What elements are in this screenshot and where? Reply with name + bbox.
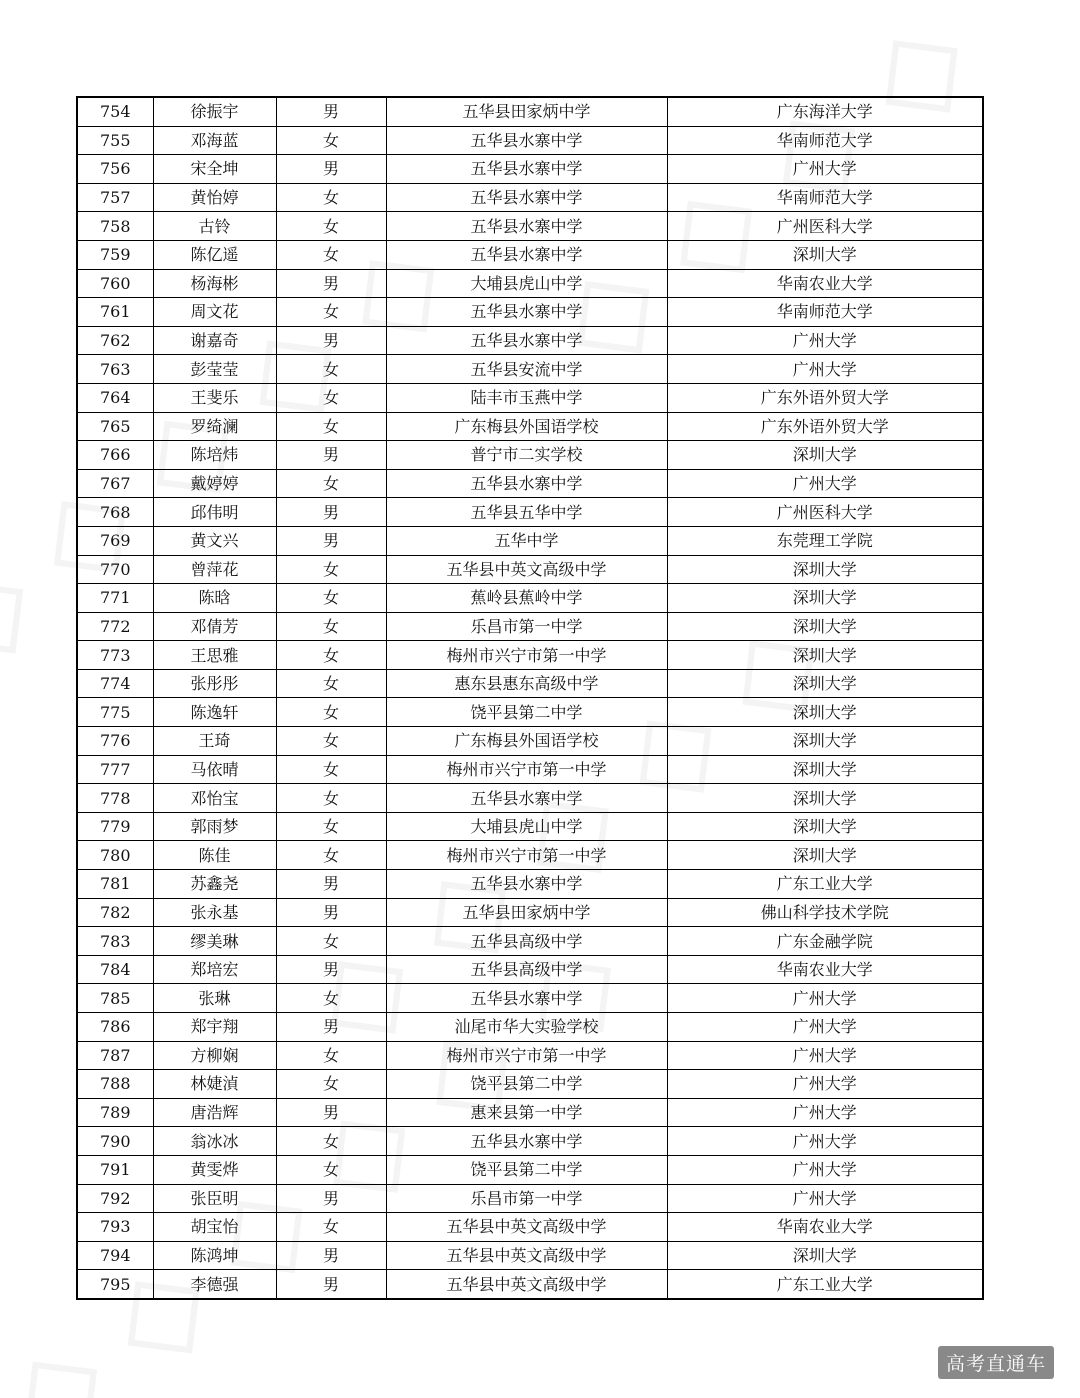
university-cell: 广州医科大学 (667, 498, 983, 527)
gender-cell: 男 (276, 1270, 386, 1299)
table-row (77, 1013, 983, 1042)
row-number-cell: 772 (77, 612, 153, 641)
high-school-cell: 五华县中英文高级中学 (386, 1241, 667, 1270)
table-row (77, 498, 983, 527)
student-name-cell: 古铃 (153, 212, 276, 241)
student-name-cell: 方柳娴 (153, 1041, 276, 1070)
university-cell: 深圳大学 (667, 1241, 983, 1270)
gender-cell: 女 (276, 555, 386, 584)
table-row (77, 155, 983, 184)
university-cell: 华南农业大学 (667, 269, 983, 298)
student-name-cell: 黄怡婷 (153, 183, 276, 212)
student-name-cell: 邱伟明 (153, 498, 276, 527)
row-number-cell: 780 (77, 841, 153, 870)
high-school-cell: 蕉岭县蕉岭中学 (386, 584, 667, 613)
student-name-cell: 黄雯烨 (153, 1155, 276, 1184)
student-name-cell: 邓海蓝 (153, 126, 276, 155)
high-school-cell: 五华中学 (386, 526, 667, 555)
high-school-cell: 五华县水寨中学 (386, 126, 667, 155)
gender-cell: 女 (276, 1127, 386, 1156)
university-cell: 广州医科大学 (667, 212, 983, 241)
student-name-cell: 张彤彤 (153, 669, 276, 698)
high-school-cell: 五华县水寨中学 (386, 326, 667, 355)
row-number-cell: 761 (77, 298, 153, 327)
student-name-cell: 张臣明 (153, 1184, 276, 1213)
table-row (77, 1241, 983, 1270)
student-name-cell: 郑培宏 (153, 955, 276, 984)
gender-cell: 女 (276, 1155, 386, 1184)
table-row (77, 212, 983, 241)
row-number-cell: 777 (77, 755, 153, 784)
row-number-cell: 773 (77, 641, 153, 670)
student-name-cell: 缪美琳 (153, 927, 276, 956)
student-name-cell: 翁冰冰 (153, 1127, 276, 1156)
gender-cell: 女 (276, 1213, 386, 1242)
student-name-cell: 谢嘉奇 (153, 326, 276, 355)
university-cell: 广东外语外贸大学 (667, 383, 983, 412)
row-number-cell: 764 (77, 383, 153, 412)
gender-cell: 女 (276, 727, 386, 756)
university-cell: 深圳大学 (667, 584, 983, 613)
university-cell: 华南师范大学 (667, 126, 983, 155)
university-cell: 广州大学 (667, 355, 983, 384)
row-number-cell: 759 (77, 240, 153, 269)
table-row (77, 812, 983, 841)
university-cell: 广州大学 (667, 326, 983, 355)
university-cell: 深圳大学 (667, 641, 983, 670)
university-cell: 广州大学 (667, 1041, 983, 1070)
table-row (77, 1041, 983, 1070)
table-row (77, 469, 983, 498)
gender-cell: 女 (276, 212, 386, 241)
high-school-cell: 五华县水寨中学 (386, 240, 667, 269)
gender-cell: 女 (276, 298, 386, 327)
university-cell: 广州大学 (667, 469, 983, 498)
row-number-cell: 789 (77, 1098, 153, 1127)
university-cell: 佛山科学技术学院 (667, 898, 983, 927)
gender-cell: 女 (276, 469, 386, 498)
student-name-cell: 张永基 (153, 898, 276, 927)
row-number-cell: 771 (77, 584, 153, 613)
row-number-cell: 770 (77, 555, 153, 584)
row-number-cell: 788 (77, 1070, 153, 1099)
table-row (77, 1270, 983, 1299)
high-school-cell: 五华县水寨中学 (386, 1127, 667, 1156)
university-cell: 深圳大学 (667, 812, 983, 841)
gender-cell: 女 (276, 412, 386, 441)
student-name-cell: 苏鑫尧 (153, 870, 276, 899)
high-school-cell: 饶平县第二中学 (386, 1070, 667, 1099)
gender-cell: 男 (276, 155, 386, 184)
student-name-cell: 曾萍花 (153, 555, 276, 584)
high-school-cell: 惠东县惠东高级中学 (386, 669, 667, 698)
gender-cell: 女 (276, 240, 386, 269)
table-row (77, 727, 983, 756)
high-school-cell: 五华县水寨中学 (386, 984, 667, 1013)
high-school-cell: 五华县水寨中学 (386, 469, 667, 498)
row-number-cell: 768 (77, 498, 153, 527)
student-name-cell: 陈晗 (153, 584, 276, 613)
gender-cell: 女 (276, 927, 386, 956)
row-number-cell: 767 (77, 469, 153, 498)
row-number-cell: 758 (77, 212, 153, 241)
university-cell: 广州大学 (667, 1070, 983, 1099)
high-school-cell: 五华县水寨中学 (386, 155, 667, 184)
admission-list-table (76, 96, 984, 1300)
row-number-cell: 779 (77, 812, 153, 841)
student-name-cell: 胡宝怡 (153, 1213, 276, 1242)
gender-cell: 女 (276, 984, 386, 1013)
table-row (77, 240, 983, 269)
table-row (77, 412, 983, 441)
table-row (77, 1184, 983, 1213)
row-number-cell: 766 (77, 441, 153, 470)
student-name-cell: 陈培炜 (153, 441, 276, 470)
table-row (77, 584, 983, 613)
university-cell: 华南师范大学 (667, 183, 983, 212)
gender-cell: 女 (276, 1041, 386, 1070)
table-row (77, 1213, 983, 1242)
gender-cell: 男 (276, 326, 386, 355)
gender-cell: 男 (276, 269, 386, 298)
table-row (77, 326, 983, 355)
student-name-cell: 张琳 (153, 984, 276, 1013)
gender-cell: 男 (276, 441, 386, 470)
university-cell: 广州大学 (667, 1013, 983, 1042)
student-name-cell: 李德强 (153, 1270, 276, 1299)
table-row (77, 755, 983, 784)
table-row (77, 698, 983, 727)
university-cell: 广州大学 (667, 1127, 983, 1156)
student-name-cell: 林婕湞 (153, 1070, 276, 1099)
high-school-cell: 梅州市兴宁市第一中学 (386, 755, 667, 784)
gender-cell: 女 (276, 812, 386, 841)
high-school-cell: 五华县水寨中学 (386, 183, 667, 212)
row-number-cell: 785 (77, 984, 153, 1013)
high-school-cell: 饶平县第二中学 (386, 1155, 667, 1184)
row-number-cell: 774 (77, 669, 153, 698)
university-cell: 华南农业大学 (667, 955, 983, 984)
student-name-cell: 彭莹莹 (153, 355, 276, 384)
high-school-cell: 乐昌市第一中学 (386, 1184, 667, 1213)
high-school-cell: 广东梅县外国语学校 (386, 412, 667, 441)
table-row (77, 355, 983, 384)
student-name-cell: 郑宇翔 (153, 1013, 276, 1042)
row-number-cell: 775 (77, 698, 153, 727)
row-number-cell: 782 (77, 898, 153, 927)
high-school-cell: 大埔县虎山中学 (386, 812, 667, 841)
high-school-cell: 五华县中英文高级中学 (386, 555, 667, 584)
row-number-cell: 781 (77, 870, 153, 899)
student-name-cell: 黄文兴 (153, 526, 276, 555)
high-school-cell: 陆丰市玉燕中学 (386, 383, 667, 412)
table-row (77, 441, 983, 470)
row-number-cell: 760 (77, 269, 153, 298)
student-name-cell: 马依晴 (153, 755, 276, 784)
table-row (77, 526, 983, 555)
gender-cell: 男 (276, 498, 386, 527)
university-cell: 广州大学 (667, 984, 983, 1013)
student-name-cell: 杨海彬 (153, 269, 276, 298)
row-number-cell: 776 (77, 727, 153, 756)
row-number-cell: 787 (77, 1041, 153, 1070)
gender-cell: 女 (276, 383, 386, 412)
student-name-cell: 邓怡宝 (153, 784, 276, 813)
gender-cell: 女 (276, 698, 386, 727)
student-name-cell: 周文花 (153, 298, 276, 327)
high-school-cell: 五华县水寨中学 (386, 870, 667, 899)
university-cell: 广州大学 (667, 1098, 983, 1127)
high-school-cell: 梅州市兴宁市第一中学 (386, 1041, 667, 1070)
university-cell: 深圳大学 (667, 612, 983, 641)
table-row (77, 870, 983, 899)
row-number-cell: 784 (77, 955, 153, 984)
university-cell: 深圳大学 (667, 841, 983, 870)
student-name-cell: 陈亿遥 (153, 240, 276, 269)
table-row (77, 1070, 983, 1099)
student-name-cell: 邓倩芳 (153, 612, 276, 641)
gender-cell: 女 (276, 126, 386, 155)
row-number-cell: 757 (77, 183, 153, 212)
gender-cell: 女 (276, 641, 386, 670)
gender-cell: 女 (276, 841, 386, 870)
high-school-cell: 惠来县第一中学 (386, 1098, 667, 1127)
gender-cell: 男 (276, 526, 386, 555)
gender-cell: 男 (276, 870, 386, 899)
gender-cell: 男 (276, 1098, 386, 1127)
gender-cell: 女 (276, 612, 386, 641)
university-cell: 深圳大学 (667, 441, 983, 470)
student-name-cell: 宋全坤 (153, 155, 276, 184)
gender-cell: 女 (276, 784, 386, 813)
high-school-cell: 大埔县虎山中学 (386, 269, 667, 298)
gender-cell: 男 (276, 1013, 386, 1042)
university-cell: 广东工业大学 (667, 1270, 983, 1299)
table-row (77, 555, 983, 584)
student-name-cell: 唐浩辉 (153, 1098, 276, 1127)
high-school-cell: 梅州市兴宁市第一中学 (386, 841, 667, 870)
row-number-cell: 783 (77, 927, 153, 956)
university-cell: 广东海洋大学 (667, 97, 983, 126)
high-school-cell: 五华县水寨中学 (386, 784, 667, 813)
table-row (77, 841, 983, 870)
row-number-cell: 763 (77, 355, 153, 384)
table-row (77, 641, 983, 670)
university-cell: 深圳大学 (667, 784, 983, 813)
gender-cell: 女 (276, 1070, 386, 1099)
student-name-cell: 王琦 (153, 727, 276, 756)
university-cell: 华南农业大学 (667, 1213, 983, 1242)
source-badge: 高考直通车 (938, 1346, 1054, 1379)
high-school-cell: 五华县五华中学 (386, 498, 667, 527)
university-cell: 广州大学 (667, 1155, 983, 1184)
table-row (77, 298, 983, 327)
university-cell: 深圳大学 (667, 669, 983, 698)
university-cell: 深圳大学 (667, 755, 983, 784)
gender-cell: 男 (276, 1184, 386, 1213)
table-row (77, 183, 983, 212)
student-name-cell: 陈鸿坤 (153, 1241, 276, 1270)
high-school-cell: 五华县高级中学 (386, 955, 667, 984)
row-number-cell: 778 (77, 784, 153, 813)
row-number-cell: 786 (77, 1013, 153, 1042)
table-row (77, 612, 983, 641)
university-cell: 华南师范大学 (667, 298, 983, 327)
gender-cell: 女 (276, 584, 386, 613)
gender-cell: 女 (276, 355, 386, 384)
table-row (77, 97, 983, 126)
table-row (77, 383, 983, 412)
student-name-cell: 陈佳 (153, 841, 276, 870)
student-name-cell: 郭雨梦 (153, 812, 276, 841)
student-name-cell: 戴婷婷 (153, 469, 276, 498)
high-school-cell: 五华县水寨中学 (386, 298, 667, 327)
table-row (77, 898, 983, 927)
gender-cell: 男 (276, 1241, 386, 1270)
university-cell: 深圳大学 (667, 698, 983, 727)
student-name-cell: 徐振宇 (153, 97, 276, 126)
university-cell: 深圳大学 (667, 555, 983, 584)
row-number-cell: 792 (77, 1184, 153, 1213)
university-cell: 广州大学 (667, 1184, 983, 1213)
student-name-cell: 陈逸轩 (153, 698, 276, 727)
gender-cell: 女 (276, 183, 386, 212)
student-name-cell: 王思雅 (153, 641, 276, 670)
high-school-cell: 普宁市二实学校 (386, 441, 667, 470)
row-number-cell: 756 (77, 155, 153, 184)
table-row (77, 955, 983, 984)
high-school-cell: 乐昌市第一中学 (386, 612, 667, 641)
university-cell: 深圳大学 (667, 727, 983, 756)
high-school-cell: 饶平县第二中学 (386, 698, 667, 727)
row-number-cell: 791 (77, 1155, 153, 1184)
university-cell: 广东金融学院 (667, 927, 983, 956)
high-school-cell: 五华县高级中学 (386, 927, 667, 956)
table-row (77, 126, 983, 155)
table-row (77, 269, 983, 298)
row-number-cell: 754 (77, 97, 153, 126)
high-school-cell: 梅州市兴宁市第一中学 (386, 641, 667, 670)
university-cell: 东莞理工学院 (667, 526, 983, 555)
high-school-cell: 汕尾市华大实验学校 (386, 1013, 667, 1042)
high-school-cell: 五华县水寨中学 (386, 212, 667, 241)
gender-cell: 男 (276, 955, 386, 984)
university-cell: 广东外语外贸大学 (667, 412, 983, 441)
student-name-cell: 罗绮澜 (153, 412, 276, 441)
row-number-cell: 762 (77, 326, 153, 355)
high-school-cell: 广东梅县外国语学校 (386, 727, 667, 756)
row-number-cell: 769 (77, 526, 153, 555)
row-number-cell: 765 (77, 412, 153, 441)
high-school-cell: 五华县安流中学 (386, 355, 667, 384)
table-row (77, 1127, 983, 1156)
table-body (77, 97, 983, 1299)
high-school-cell: 五华县田家炳中学 (386, 898, 667, 927)
high-school-cell: 五华县中英文高级中学 (386, 1270, 667, 1299)
row-number-cell: 794 (77, 1241, 153, 1270)
high-school-cell: 五华县中英文高级中学 (386, 1213, 667, 1242)
high-school-cell: 五华县田家炳中学 (386, 97, 667, 126)
table-row (77, 669, 983, 698)
university-cell: 广东工业大学 (667, 870, 983, 899)
gender-cell: 男 (276, 898, 386, 927)
table-row (77, 927, 983, 956)
row-number-cell: 790 (77, 1127, 153, 1156)
row-number-cell: 755 (77, 126, 153, 155)
row-number-cell: 793 (77, 1213, 153, 1242)
gender-cell: 男 (276, 97, 386, 126)
gender-cell: 女 (276, 755, 386, 784)
student-name-cell: 王斐乐 (153, 383, 276, 412)
row-number-cell: 795 (77, 1270, 153, 1299)
table-row (77, 1155, 983, 1184)
table-row (77, 1098, 983, 1127)
table-row (77, 784, 983, 813)
gender-cell: 女 (276, 669, 386, 698)
university-cell: 深圳大学 (667, 240, 983, 269)
table-row (77, 984, 983, 1013)
university-cell: 广州大学 (667, 155, 983, 184)
